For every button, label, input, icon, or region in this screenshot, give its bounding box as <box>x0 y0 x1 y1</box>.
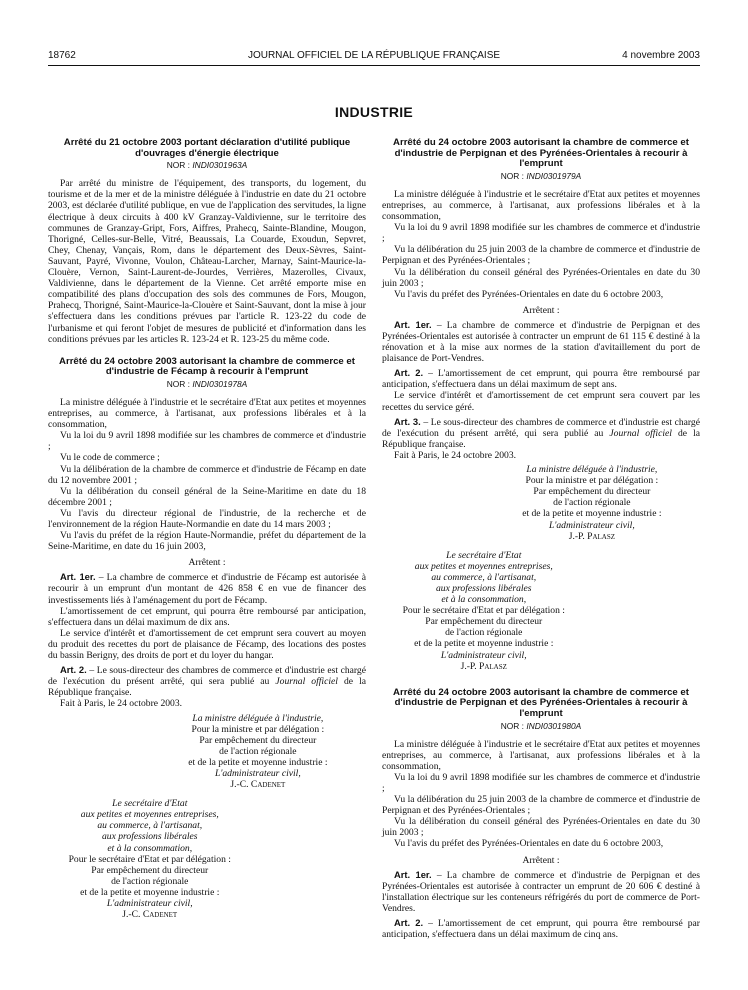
arretent-heading: Arrêtent : <box>522 304 560 316</box>
done-at: Fait à Paris, le 24 octobre 2003. <box>394 449 517 461</box>
signature-block-secretary: Le secrétaire d'Etat aux petites et moyennes entreprises, au commerce, à l'artisanat, aux professions libérales et à la consommation, Pour le secrétaire d'Etat et par délégation : Par empêchement du directeur de l'action régionale et de la petite et moyenne industrie : L'administrateur civil, J.-P. Palasz <box>382 550 586 672</box>
signatory-name: J.-P. Palasz <box>460 660 507 672</box>
visa: Vu la délibération du 25 juin 2003 de la chambre de commerce et d'industrie de Perpignan et des Pyrénées-Orientales ; <box>382 244 700 267</box>
decree-body: Par arrêté du ministre de l'équipement, des transports, du logement, du tourisme et de la mer et de la ministre déléguée à l'industrie en date du 21 octobre 2003, est déclarée d'utilité publique, en vue de l'application des servitudes, la ligne électrique à deux circuits à 400 kV Granzay-Valdivienne, sur le territoire des communes de Granzay-Gript, Fors, Aiffres, Prahecq, Sainte-Blandine, Mougon, Thorigné, Celles-sur-Belle, Vitré, Beaussais, La Couarde, Exoudun, Sepvret, Chey, Chenay, Vançais, Rom, dans le département des Deux-Sèvres, Saint-Sauvant, Payré, Vivonne, Voulon, Château-Larcher, Marnay, Saint-Maurice-la-Clouère, Vernon, Saint-Laurent-de-Jourdes, Verrières, Mazerolles, Civaux, Valdivienne, dans le département de la Vienne. Cet arrêté emporte mise en compatibilité des plans d'occupation des sols des communes de Fors, Mougon, Prahecq, Thorigné, Saint-Maurice-la-Clouère et Saint-Sauvant, dont la mise à jour s'effectuera dans les conditions prévues par l'article R. 123-22 du code de l'urbanisme et qui feront l'objet de mesures de publicité et d'information dans les conditions prévues par les articles R. 123-24 et R. 123-25 du même code. <box>48 178 366 345</box>
visa: Vu la délibération du 25 juin 2003 de la chambre de commerce et d'industrie de Perpignan et des Pyrénées-Orientales ; <box>382 794 700 817</box>
article-1-para: Le service d'intérêt et d'amortissement de cet emprunt sera couvert au moyen du produit des recettes du port de plaisance de Fécamp, des locations des postes du bassin Berigny, des droits de port et du loyer du hangar. <box>48 627 366 662</box>
preamble: La ministre déléguée à l'industrie et le secrétaire d'Etat aux petites et moyennes entreprises, au commerce, à l'artisanat, aux professions libérales et à la consommation, <box>48 396 366 431</box>
decree-title: Arrêté du 24 octobre 2003 autorisant la chambre de commerce et d'industrie de Fécamp à recourir à l'emprunt <box>59 355 355 378</box>
signature-block-minister: La ministre déléguée à l'industrie, Pour la ministre et par délégation : Par empêchement du directeur de l'action régionale et de la petite et moyenne industrie : L'administrateur civil, J.-P. Palasz <box>382 464 700 542</box>
visa: Vu la délibération du conseil général des Pyrénées-Orientales en date du 30 juin 2003 ; <box>382 266 700 289</box>
arretent-heading: Arrêtent : <box>522 854 560 866</box>
signature-block-secretary: Le secrétaire d'Etat aux petites et moyennes entreprises, au commerce, à l'artisanat, aux professions libérales et à la consommation, Pour le secrétaire d'Etat et par délégation : Par empêchement du directeur de l'action régionale et de la petite et moyenne industrie : L'administrateur civil, J.-C. Cadenet <box>48 798 252 920</box>
preamble: La ministre déléguée à l'industrie et le secrétaire d'Etat aux petites et moyennes entreprises, au commerce, à l'artisanat, aux professions libérales et à la consommation, <box>382 738 700 772</box>
decree-perpignan-loan-1 <box>382 138 700 672</box>
page-header <box>48 50 700 64</box>
article-1: Art. 1er. – La chambre de commerce et d'industrie de Perpignan et des Pyrénées-Orientales est autorisée à contracter un emprunt de 61 115 € destiné à la rénovation et à la mise aux normes de la station d'avitaillement du port de plaisance de Port-Vendres. <box>382 318 700 365</box>
visa: Vu le code de commerce ; <box>60 452 160 464</box>
visa: Vu la délibération du conseil général de la Seine-Maritime en date du 18 décembre 2001 ; <box>48 485 366 508</box>
article-2-para: Le service d'intérêt et d'amortissement de cet emprunt sera couvert par les recettes du service géré. <box>382 390 700 413</box>
signatory-name: J.-C. Cadenet <box>230 779 286 791</box>
visa: Vu la délibération de la chambre de commerce et d'industrie de Fécamp en date du 12 novembre 2001 ; <box>48 463 366 486</box>
visa: Vu l'avis du directeur régional de l'industrie, de la recherche et de l'environnement de la région Haute-Normandie en date du 14 mars 2003 ; <box>48 507 366 530</box>
page-number: 18762 <box>48 50 76 61</box>
decree-title: Arrêté du 24 octobre 2003 autorisant la chambre de commerce et d'industrie de Perpignan et des Pyrénées-Orientales à recourir à l'emprunt <box>393 137 689 170</box>
article-2: Art. 2. – L'amortissement de cet emprunt, qui pourra être remboursé par anticipation, s'effectuera dans un délai maximum de sept ans. <box>382 367 700 391</box>
visa: Vu la loi du 9 avril 1898 modifiée sur les chambres de commerce et d'industrie ; <box>382 222 700 245</box>
nor-reference: NOR : INDI0301980A <box>500 720 582 731</box>
decree-title: Arrêté du 21 octobre 2003 portant déclaration d'utilité publique d'ouvrages d'énergie électrique <box>63 137 351 159</box>
article-3: Art. 3. – Le sous-directeur des chambres de commerce et d'industrie est chargé de l'exécution du présent arrêté, qui sera publié au Journal officiel de la République française. <box>382 415 701 450</box>
article-2: Art. 2. – Le sous-directeur des chambres de commerce et d'industrie est chargé de l'exécution du présent arrêté, qui sera publié au Journal officiel de la République française. <box>48 664 367 699</box>
visa: Vu l'avis du préfet des Pyrénées-Orientales en date du 6 octobre 2003, <box>394 288 664 300</box>
issue-date: 4 novembre 2003 <box>622 50 700 61</box>
decree-perpignan-loan-2 <box>382 688 700 940</box>
preamble: La ministre déléguée à l'industrie et le secrétaire d'Etat aux petites et moyennes entreprises, au commerce, à l'artisanat, aux professions libérales et à la consommation, <box>382 188 700 223</box>
visa: Vu l'avis du préfet des Pyrénées-Orientales en date du 6 octobre 2003, <box>394 838 664 850</box>
nor-reference: NOR : INDI0301963A <box>166 160 248 171</box>
section-title: INDUSTRIE <box>334 104 414 120</box>
signatory-name: J.-C. Cadenet <box>122 909 178 921</box>
visa: Vu la loi du 9 avril 1898 modifiée sur les chambres de commerce et d'industrie ; <box>382 771 700 794</box>
article-1-para: L'amortissement de cet emprunt, qui pourra être remboursé par anticipation, s'effectuera dans un délai maximum de dix ans. <box>48 605 366 628</box>
journal-title: JOURNAL OFFICIEL DE LA RÉPUBLIQUE FRANÇAISE <box>247 50 501 61</box>
left-column <box>48 138 366 928</box>
decree-fecamp-loan <box>48 357 366 921</box>
visa: Vu l'avis du préfet de la région Haute-Normandie, préfet du département de la Seine-Maritime, en date du 16 juin 2003, <box>48 530 366 553</box>
article-1: Art. 1er. – La chambre de commerce et d'industrie de Fécamp est autorisée à recourir à un emprunt d'un montant de 426 858 € en vue de financer des investissements liés à l'aménagement du port de Fécamp. <box>48 571 366 606</box>
right-column <box>382 138 700 940</box>
decree-title: Arrêté du 24 octobre 2003 autorisant la chambre de commerce et d'industrie de Perpignan et des Pyrénées-Orientales à recourir à l'emprunt <box>393 686 689 719</box>
article-2: Art. 2. – L'amortissement de cet emprunt, qui pourra être remboursé par anticipation, s'effectuera dans un délai maximum de cinq ans. <box>382 917 700 941</box>
visa: Vu la loi du 9 avril 1898 modifiée sur les chambres de commerce et d'industrie ; <box>48 430 366 453</box>
decree-dup-electric-line <box>48 138 366 345</box>
signature-block-minister: La ministre déléguée à l'industrie, Pour la ministre et par délégation : Par empêchement du directeur de l'action régionale et de la petite et moyenne industrie : L'administrateur civil, J.-C. Cadenet <box>48 713 366 791</box>
arretent-heading: Arrêtent : <box>188 557 226 569</box>
signatory-name: J.-P. Palasz <box>568 530 616 542</box>
nor-reference: NOR : INDI0301978A <box>166 378 248 389</box>
article-1: Art. 1er. – La chambre de commerce et d'industrie de Perpignan et des Pyrénées-Orientales est autorisée à contracter un emprunt de 20 606 € destiné à l'installation électrique sur les conteneurs réfrigérés du port de commerce de Port-Vendres. <box>382 868 700 914</box>
header-rule <box>48 65 700 66</box>
nor-reference: NOR : INDI0301979A <box>500 170 582 181</box>
done-at: Fait à Paris, le 24 octobre 2003. <box>60 698 183 710</box>
visa: Vu la délibération du conseil général des Pyrénées-Orientales en date du 30 juin 2003 ; <box>382 816 700 839</box>
